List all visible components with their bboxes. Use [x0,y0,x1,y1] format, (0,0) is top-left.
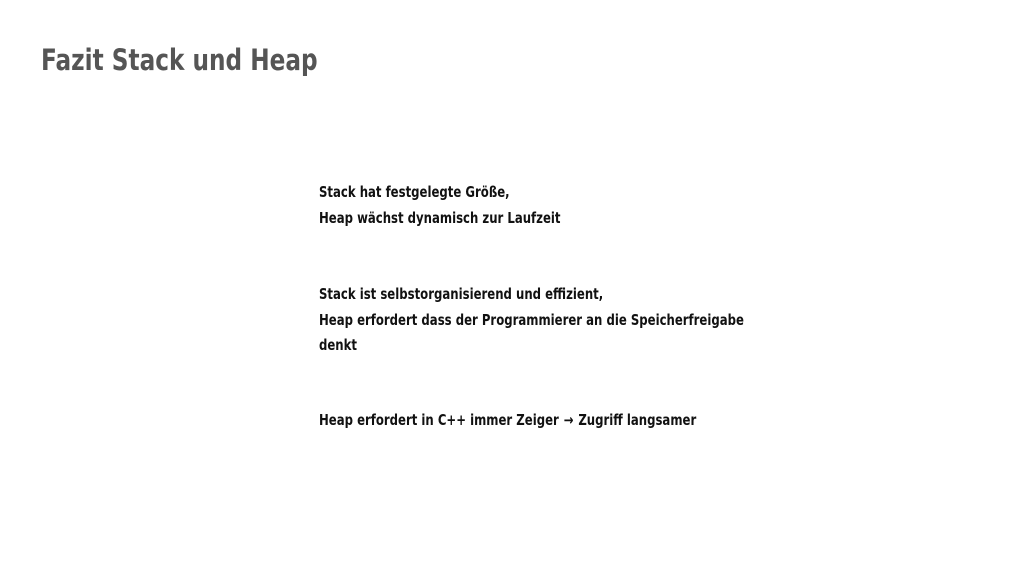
point-line: Heap erfordert dass der Programmierer an die Speicherfreigabe [319,310,744,329]
point-line: denkt [319,336,358,354]
point-line: Stack ist selbstorganisierend und effizient, [319,285,604,303]
point-line: Stack hat festgelegte Größe, [319,183,510,201]
point-text-after-arrow: Zugriff langsamer [578,411,697,429]
slide-title: Fazit Stack und Heap [41,43,318,77]
point-line: Heap wächst dynamisch zur Laufzeit [319,208,561,227]
point-stack-organization [319,282,744,359]
point-stack-size [319,180,561,231]
arrow-right-icon: → [563,411,574,429]
point-text-before-arrow: Heap erfordert in C++ immer Zeiger [319,411,559,429]
point-heap-pointers [319,408,696,434]
